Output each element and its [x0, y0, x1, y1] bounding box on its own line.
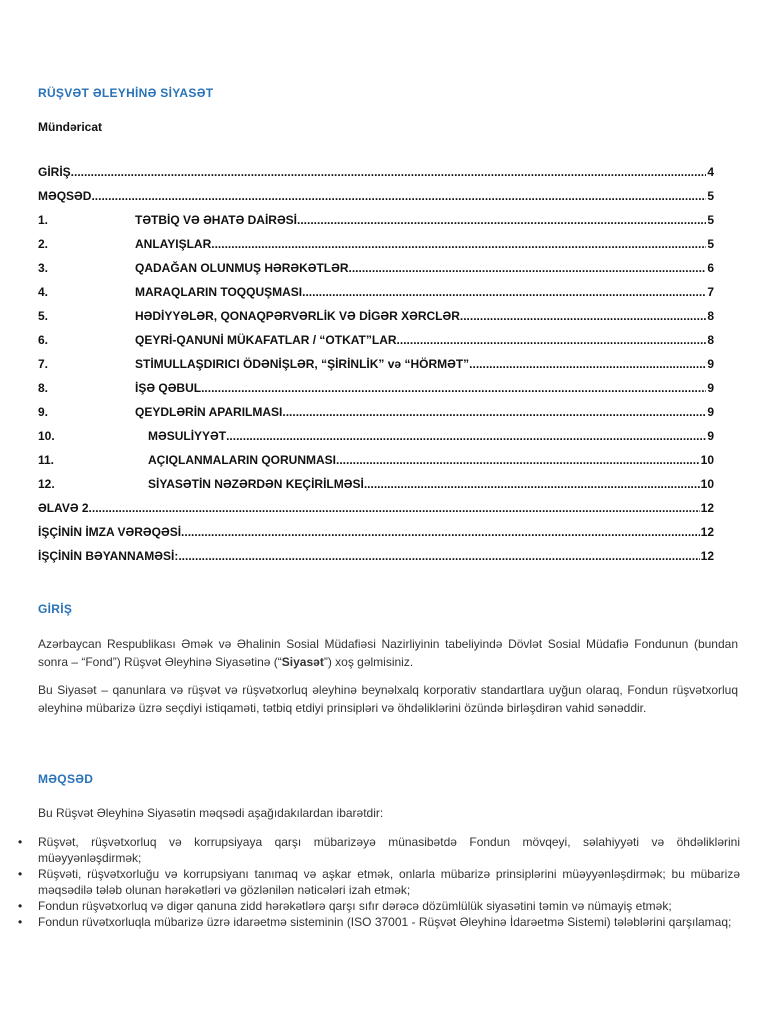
toc-number: 12.	[38, 477, 55, 491]
list-item	[18, 866, 740, 898]
toc-label: SİYASƏTİN NƏZƏRDƏN KEÇİRİLMƏSİ	[148, 477, 364, 491]
toc-row[interactable]	[38, 453, 714, 477]
toc-page-number: 5	[707, 189, 714, 203]
bullet-icon: •	[18, 915, 23, 929]
toc-dot-leader	[226, 429, 706, 443]
toc-page-number: 9	[707, 381, 714, 395]
toc-heading: Mündəricat	[38, 120, 103, 134]
list-item	[18, 914, 740, 930]
toc-label: QADAĞAN OLUNMUŞ HƏRƏKƏTLƏR	[135, 261, 349, 275]
toc-row[interactable]	[38, 165, 714, 189]
toc-label: HƏDİYYƏLƏR, QONAQPƏRVƏRLİK VƏ DİGƏR XƏRCLƏR	[135, 309, 460, 323]
toc-label: QEYDLƏRİN APARILMASI	[135, 405, 283, 419]
toc-row[interactable]	[38, 333, 714, 357]
toc-dot-leader	[201, 381, 706, 395]
toc-row[interactable]	[38, 309, 714, 333]
toc-page-number: 9	[707, 429, 714, 443]
toc-row[interactable]	[38, 189, 714, 213]
intro-paragraph-2: Bu Siyasət – qanunlara və rüşvət və rüşvətxorluq əleyhinə beynəlxalq korporativ standartlara uyğun olaraq, Fondun rüşvətxorluq əleyhinə mübarizə üzrə seçdiyi istiqaməti, tətbiq etdiyi prinsipləri və öhdəliklərini özündə birləşdirən vahid sənəddir.	[38, 683, 738, 715]
toc-dot-leader	[297, 213, 706, 227]
intro-p1-text-a: Azərbaycan Respublikası Əmək və Əhalinin Sosial Müdafiəsi Nazirliyinin tabeliyində Dövlət Sosial Müdafiə Fondunun (bundan sonra – “Fond”) Rüşvət Əleyhinə Siyasətinə (“	[38, 637, 738, 669]
toc-page-number: 7	[707, 285, 714, 299]
list-item	[18, 898, 740, 914]
toc-row[interactable]	[38, 381, 714, 405]
intro-p1-text-b: ”) xoş gəlmisiniz.	[323, 655, 414, 669]
toc-row[interactable]	[38, 213, 714, 237]
toc-page-number: 4	[707, 165, 714, 179]
toc-row[interactable]	[38, 357, 714, 381]
toc-row[interactable]	[38, 285, 714, 309]
toc-number: 8.	[38, 381, 49, 395]
toc-dot-leader	[89, 501, 700, 515]
toc-number: 11.	[38, 453, 55, 467]
toc-row[interactable]	[38, 261, 714, 285]
toc-dot-leader	[282, 405, 706, 419]
toc-dot-leader	[91, 189, 706, 203]
toc-row[interactable]	[38, 405, 714, 429]
toc-row[interactable]	[38, 429, 714, 453]
toc-label: ANLAYIŞLAR	[135, 237, 212, 251]
toc-page-number: 8	[707, 309, 714, 323]
toc-row[interactable]	[38, 549, 714, 573]
purpose-lead: Bu Rüşvət Əleyhinə Siyasətin məqsədi aşağıdakılardan ibarətdir:	[38, 806, 384, 820]
toc-label: AÇIQLANMALARIN QORUNMASI	[148, 453, 336, 467]
toc-page-number: 5	[707, 237, 714, 251]
list-item-text: Rüşvət, rüşvətxorluq və korrupsiyaya qarşı mübarizəyə münasibətdə Fondun mövqeyi, səlahiyyəti və öhdəliklərini müəyyənləşdirmək;	[38, 835, 740, 865]
toc-number: 6.	[38, 333, 49, 347]
toc-label: İŞÇİNİN İMZA VƏRƏQƏSİ	[38, 525, 182, 539]
toc-dot-leader	[469, 357, 706, 371]
toc-page-number: 12	[700, 525, 714, 539]
toc-row[interactable]	[38, 501, 714, 525]
toc-page-number: 12	[700, 549, 714, 563]
toc-page-number: 12	[700, 501, 714, 515]
bullet-icon: •	[18, 867, 23, 881]
toc-number: 9.	[38, 405, 49, 419]
toc-page-number: 10	[700, 453, 714, 467]
document-title: RÜŞVƏT ƏLEYHİNƏ SİYASƏT	[38, 86, 214, 100]
bullet-icon: •	[18, 835, 23, 849]
toc-dot-leader	[460, 309, 706, 323]
toc-dot-leader	[336, 453, 700, 467]
toc-dot-leader	[349, 261, 707, 275]
toc-row[interactable]	[38, 237, 714, 261]
toc-label: ƏLAVƏ 2	[38, 501, 89, 515]
toc-label: MƏQSƏD	[38, 189, 92, 203]
toc-number: 1.	[38, 213, 49, 227]
table-of-contents	[38, 165, 714, 573]
intro-p1-bold: Siyasət	[281, 655, 324, 669]
toc-page-number: 9	[707, 405, 714, 419]
toc-dot-leader	[178, 549, 699, 563]
toc-label: İŞƏ QƏBUL	[135, 381, 202, 395]
list-item-text: Rüşvəti, rüşvətxorluğu və korrupsiyanı tanımaq və aşkar etmək, onlarla mübarizə prinsiplərini müəyyənləşdirmək; bu mübarizə məqsədilə tələb olunan hərəkətləri və gözlənilən nəticələri izah etmək;	[38, 867, 740, 897]
list-item-text: Fondun rüvətxorluqla mübarizə üzrə idarəetmə sisteminin (ISO 37001 - Rüşvət Əleyhinə İdarəetmə Sistemi) tələblərini qarşılamaq;	[38, 915, 732, 929]
toc-dot-leader	[397, 333, 707, 347]
toc-number: 7.	[38, 357, 49, 371]
intro-heading: GİRİŞ	[38, 602, 73, 616]
list-item-text: Fondun rüşvətxorluq və digər qanuna zidd hərəkətlərə qarşı sıfır dərəcə dözümlülük siyasətini təmin və nümayiş etmək;	[38, 899, 672, 913]
toc-label: QEYRİ-QANUNİ MÜKAFATLAR / “OTKAT”LAR	[135, 333, 397, 347]
toc-label: MARAQLARIN TOQQUŞMASI	[135, 285, 303, 299]
toc-number: 10.	[38, 429, 55, 443]
toc-dot-leader	[181, 525, 700, 539]
toc-row[interactable]	[38, 477, 714, 501]
toc-dot-leader	[211, 237, 706, 251]
list-item	[18, 834, 740, 866]
toc-number: 3.	[38, 261, 49, 275]
bullet-icon: •	[18, 899, 23, 913]
toc-row[interactable]	[38, 525, 714, 549]
toc-number: 4.	[38, 285, 49, 299]
toc-page-number: 5	[707, 213, 714, 227]
toc-label: TƏTBİQ VƏ ƏHATƏ DAİRƏSİ	[135, 213, 298, 227]
toc-dot-leader	[71, 165, 707, 179]
toc-page-number: 6	[707, 261, 714, 275]
toc-number: 5.	[38, 309, 49, 323]
toc-label: STİMULLAŞDIRICI ÖDƏNİŞLƏR, “ŞİRİNLİK” və “HÖRMƏT”	[135, 357, 470, 371]
toc-page-number: 8	[707, 333, 714, 347]
toc-label: GİRİŞ	[38, 165, 71, 179]
purpose-bullet-list	[18, 834, 740, 930]
toc-label: MƏSULİYYƏT	[148, 429, 227, 443]
toc-number: 2.	[38, 237, 49, 251]
toc-dot-leader	[364, 477, 700, 491]
intro-paragraph-1	[38, 635, 738, 671]
toc-label: İŞÇİNİN BƏYANNAMƏSİ:	[38, 549, 179, 563]
toc-page-number: 10	[700, 477, 714, 491]
purpose-heading: MƏQSƏD	[38, 772, 94, 786]
toc-dot-leader	[302, 285, 706, 299]
toc-page-number: 9	[707, 357, 714, 371]
